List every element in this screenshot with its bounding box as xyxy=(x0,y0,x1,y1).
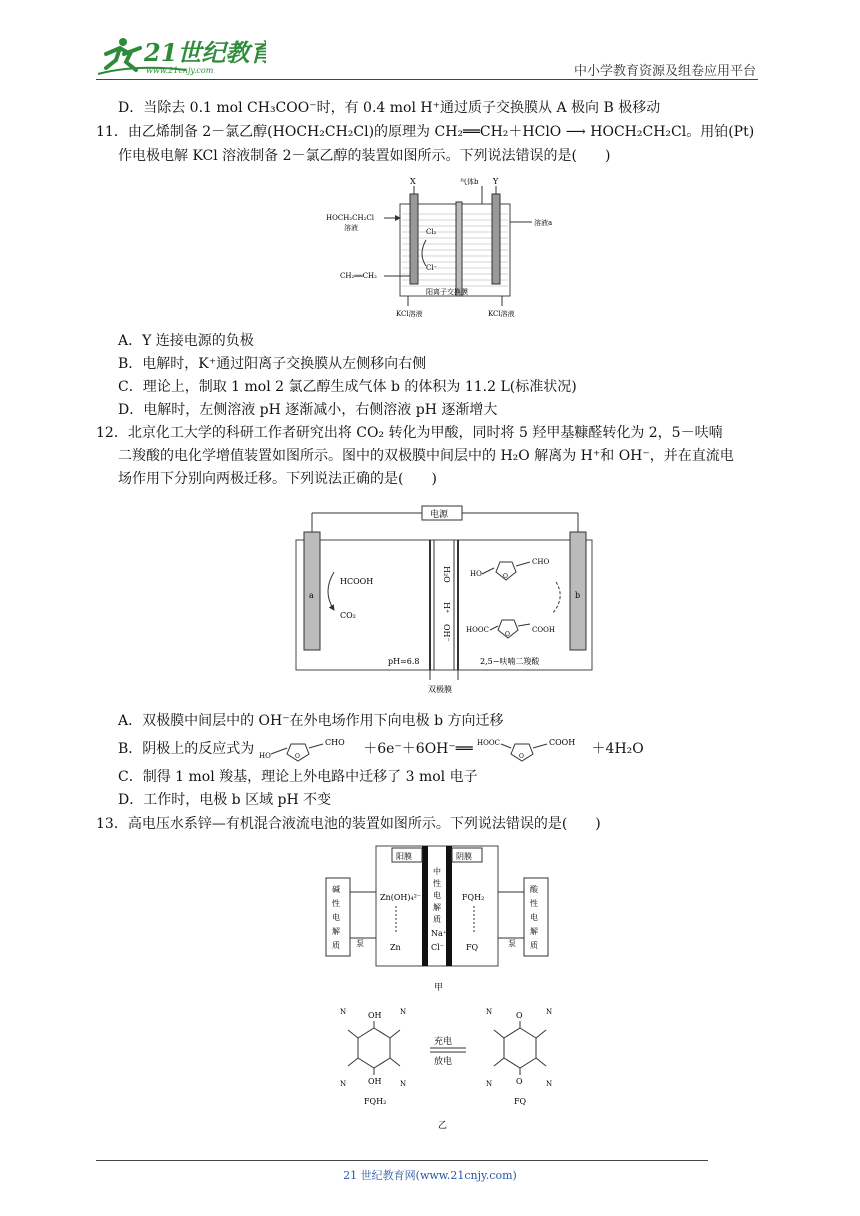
label-co2: CO₂ xyxy=(340,611,356,620)
label-ho: HO xyxy=(470,570,482,578)
fqh2-n: N xyxy=(340,1080,347,1088)
platform-name: 中小学教育资源及组卷应用平台 xyxy=(573,64,756,79)
label-a: a xyxy=(309,591,314,600)
label-discharge: 放电 xyxy=(434,1057,453,1067)
label-zincate: Zn(OH)₄²⁻ xyxy=(380,893,422,902)
q12-option-c: C．制得 1 mol 羧基，理论上外电路中迁移了 3 mol 电子 xyxy=(118,769,478,785)
label-charge: 充电 xyxy=(434,1037,453,1047)
label-power: 电源 xyxy=(430,510,449,520)
label-hcooh: HCOOH xyxy=(340,577,374,586)
option-b-middle: ＋6e⁻＋6OH⁻══ xyxy=(363,741,473,757)
fqh2-n: N xyxy=(400,1080,407,1088)
label-na: Na⁺ xyxy=(431,929,447,938)
q13-stem: 13．高电压水系锌—有机混合液流电池的装置如图所示。下列说法错误的是( ) xyxy=(96,816,601,832)
label-fq: FQ xyxy=(514,1097,527,1106)
label-gas-b: 气体b xyxy=(460,178,479,186)
q12-stem-line1: 12．北京化工大学的科研工作者研究出将 CO₂ 转化为甲酸，同时将 5 羟甲基糠醛转化为 2，5－呋喃 xyxy=(96,425,723,441)
label-yi: 乙 xyxy=(438,1121,448,1131)
label-yinmo: 阴膜 xyxy=(456,852,472,861)
fqh2-oh-bottom: OH xyxy=(368,1077,382,1086)
label-furan-o: O xyxy=(503,573,508,580)
label-cl2: Cl₂ xyxy=(426,228,437,236)
fq-n: N xyxy=(486,1008,493,1016)
right-tank-char: 酸 xyxy=(530,885,538,894)
label-hooc: HOOC xyxy=(466,626,489,634)
label-cooh: COOH xyxy=(532,626,555,634)
label-h-plus: H⁺ xyxy=(442,602,451,614)
label-x: X xyxy=(410,177,416,186)
fdca-o: O xyxy=(519,753,525,760)
fqh2-oh-top: OH xyxy=(368,1011,382,1020)
mid-char: 质 xyxy=(433,915,441,924)
fdca-cooh: COOH xyxy=(549,738,576,747)
label-bipolar-membrane: 双极膜 xyxy=(428,685,452,694)
left-tank-char: 性 xyxy=(332,899,340,908)
q10-option-d: D．当除去 0.1 mol CH₃COO⁻时，有 0.4 mol H⁺通过质子交换膜从 A 极向 B 极移动 xyxy=(118,100,661,116)
label-cl-ion: Cl⁻ xyxy=(426,264,438,272)
right-pump-label: 泵 xyxy=(508,939,516,948)
mid-char: 电 xyxy=(433,891,441,900)
label-fqh2: FQH₂ xyxy=(364,1097,387,1106)
electrode-x xyxy=(410,194,418,284)
label-yangmo: 阳膜 xyxy=(396,852,412,861)
electrode-y xyxy=(492,194,500,284)
q11-option-a: A．Y 连接电源的负极 xyxy=(118,333,254,349)
logo-runner-icon xyxy=(96,34,266,80)
hmf-structure xyxy=(259,736,359,762)
q13-redox-structures xyxy=(330,1004,570,1154)
label-fq-cell: FQ xyxy=(466,943,479,952)
label-ethylene: CH₂══CH₂ xyxy=(340,272,377,280)
fdca-structure xyxy=(477,736,587,762)
cation-membrane xyxy=(446,846,452,966)
footer-text: 21 世纪教育网(www.21cnjy.com) xyxy=(343,1169,517,1182)
left-tank-char: 碱 xyxy=(332,885,340,894)
label-cl: Cl⁻ xyxy=(431,943,444,952)
left-tank-char: 质 xyxy=(332,941,340,950)
label-solution-a: 溶液a xyxy=(534,219,552,227)
option-b-prefix: B．阴极上的反应式为 xyxy=(118,741,255,757)
right-tank-char: 质 xyxy=(530,941,538,950)
q11-stem-line1: 11．由乙烯制备 2－氯乙醇(HOCH₂CH₂Cl)的原理为 CH₂══CH₂＋HClO ⟶ HOCH₂CH₂Cl。用铂(Pt) xyxy=(96,124,755,140)
label-b: b xyxy=(575,591,581,600)
label-fdca: 2,5−呋喃二羧酸 xyxy=(480,657,540,666)
site-logo xyxy=(96,34,266,80)
q12-stem-line3: 场作用下分别向两极迁移。下列说法正确的是( ) xyxy=(118,471,437,487)
q12-option-a: A．双极膜中间层中的 OH⁻在外电场作用下向电极 b 方向迁移 xyxy=(118,713,504,729)
left-pump-label: 泵 xyxy=(356,939,364,948)
label-fqh2-cell: FQH₂ xyxy=(462,893,485,902)
fdca-hooc: HOOC xyxy=(477,739,501,747)
label-jia: 甲 xyxy=(434,983,444,993)
label-hoch2ch2cl: HOCH₂CH₂Cl xyxy=(326,214,374,222)
label-ph: pH=6.8 xyxy=(388,657,420,666)
label-kcl-right: KCl溶液 xyxy=(488,310,515,318)
label-zn: Zn xyxy=(390,943,401,952)
q11-stem-line2: 作电极电解 KCl 溶液制备 2－氯乙醇的装置如图所示。下列说法错误的是( ) xyxy=(118,148,611,164)
fqh2-n: N xyxy=(340,1008,347,1016)
q12-stem-line2: 二羧酸的电化学增值装置如图所示。图中的双极膜中间层中的 H₂O 解离为 H⁺和 OH⁻，并在直流电 xyxy=(118,448,734,464)
cation-membrane xyxy=(456,202,462,296)
hmf-o: O xyxy=(294,753,300,760)
fq-n: N xyxy=(486,1080,493,1088)
q11-electrolysis-diagram xyxy=(322,174,552,320)
q12-option-b xyxy=(118,736,644,762)
label-left-solution: 溶液 xyxy=(344,224,358,232)
fqh2-ring xyxy=(358,1028,390,1068)
q12-electrolysis-diagram xyxy=(294,502,594,696)
label-cho: CHO xyxy=(532,558,550,566)
fq-o-bottom: O xyxy=(516,1077,523,1086)
q11-option-b: B．电解时，K⁺通过阳离子交换膜从左侧移向右侧 xyxy=(118,356,427,372)
label-furan-o-product: O xyxy=(505,631,510,638)
label-cation-membrane: 阳离子交换膜 xyxy=(426,288,468,296)
logo-url: www.21cnjy.com xyxy=(146,66,214,75)
fq-n: N xyxy=(546,1080,553,1088)
mid-char: 性 xyxy=(433,879,441,888)
fq-n: N xyxy=(546,1008,553,1016)
option-b-suffix: ＋4H₂O xyxy=(591,741,644,757)
fq-ring xyxy=(504,1028,536,1068)
fqh2-n: N xyxy=(400,1008,407,1016)
label-h2o: H₂O xyxy=(442,566,451,583)
left-tank-char: 解 xyxy=(332,927,340,936)
logo-text: 21世纪教育 xyxy=(144,38,266,67)
q11-option-d: D．电解时，左侧溶液 pH 逐渐减小，右侧溶液 pH 逐渐增大 xyxy=(118,402,498,418)
q11-option-c: C．理论上，制取 1 mol 2 氯乙醇生成气体 b 的体积为 11.2 L(标准状况) xyxy=(118,379,577,395)
footer-rule xyxy=(96,1160,708,1161)
q12-option-d: D．工作时，电极 b 区域 pH 不变 xyxy=(118,792,332,808)
right-tank-char: 性 xyxy=(530,899,538,908)
left-tank-char: 电 xyxy=(332,913,340,922)
mid-char: 解 xyxy=(433,903,441,912)
fq-o-top: O xyxy=(516,1011,523,1020)
right-tank-char: 电 xyxy=(530,913,538,922)
label-y: Y xyxy=(493,177,499,186)
hmf-ho: HO xyxy=(258,752,271,760)
label-kcl-left: KCl溶液 xyxy=(396,310,423,318)
q13-flow-battery-diagram xyxy=(322,838,554,998)
right-tank-char: 解 xyxy=(530,927,538,936)
anion-membrane xyxy=(422,846,428,966)
hmf-cho: CHO xyxy=(324,738,345,747)
mid-char: 中 xyxy=(433,867,441,876)
header-rule xyxy=(96,79,758,80)
label-oh-minus: OH⁻ xyxy=(442,624,451,642)
